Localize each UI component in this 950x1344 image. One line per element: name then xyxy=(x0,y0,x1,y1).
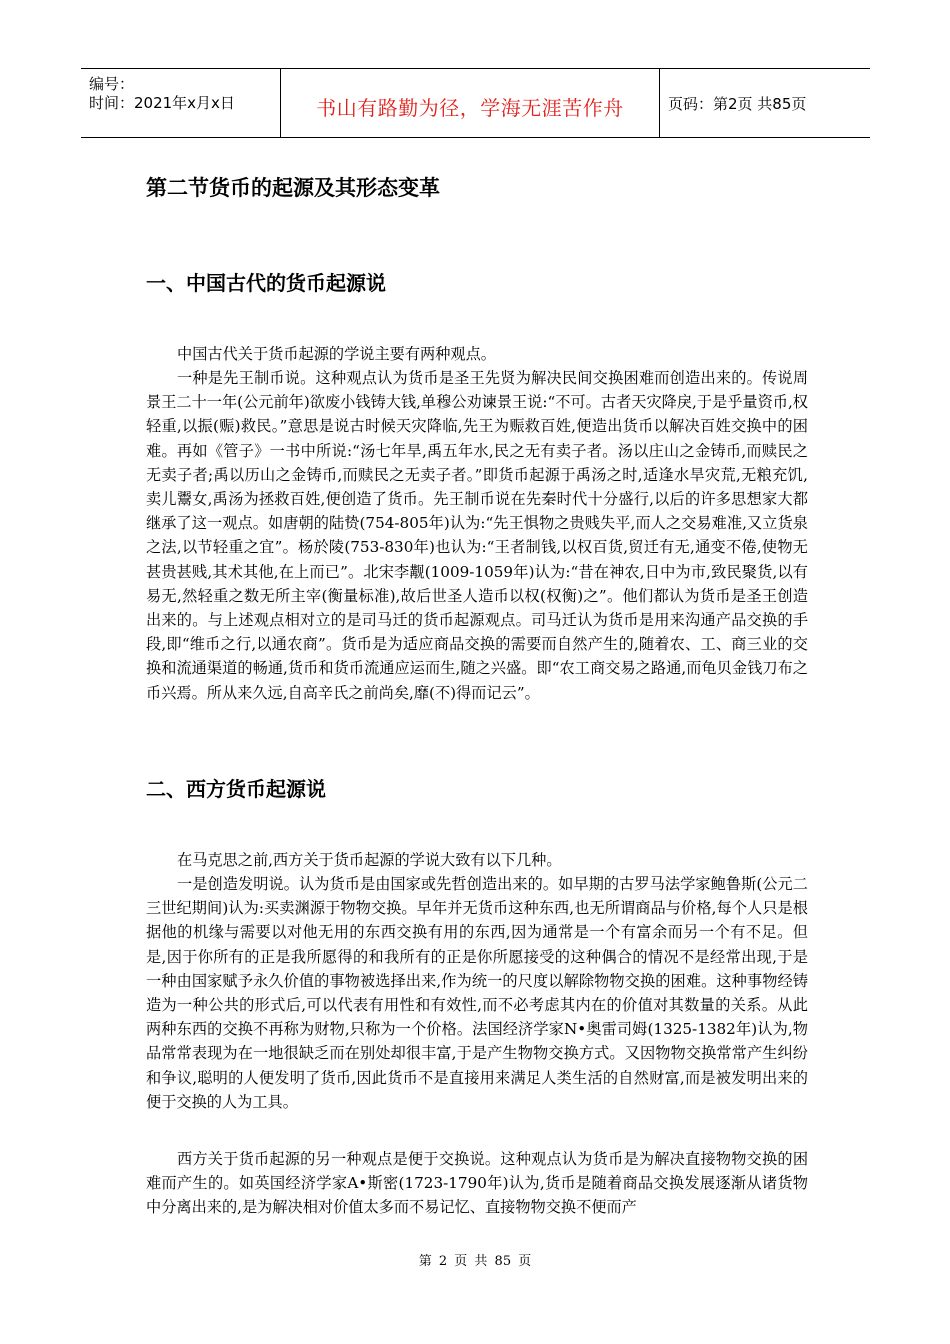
paragraph: 一是创造发明说。认为货币是由国家或先哲创造出来的。如早期的古罗马法学家鲍鲁斯(公元二三世纪期间)认为:买卖渊源于物物交换。早年并无货币这种东西,也无所谓商品与价格,每个人只是根据他的机缘与需要以对他无用的东西交换有用的东西,因为通常是一个有富余而另一个有不足。但是,因于你所有的正是我所愿得的和我所有的正是你所愿接受的这种偶合的情况不是经常出现,于是一种由国家赋予永久价值的事物被选择出来,作为统一的尺度以解除物物交换的困难。这种事物经铸造为一种公共的形式后,可以代表有用性和有效性,而不必考虑其内在的价值对其数量的关系。从此两种东西的交换不再称为财物,只称为一个价格。法国经济学家N•奥雷司姆(1325-1382年)认为,物品常常表现为在一地很缺乏而在别处却很丰富,于是产生物物交换方式。又因物物交换常常产生纠纷和争议,聪明的人便发明了货币,因此货币不是直接用来满足人类生活的自然财富,而是被发明出来的便于交换的人为工具。 xyxy=(146,875,808,1111)
header-motto: 书山有路勤为径，学海无涯苦作舟 xyxy=(316,96,624,120)
paragraph: 一种是先王制币说。这种观点认为货币是圣王先贤为解决民间交换困难而创造出来的。传说周景王二十一年(公元前年)欲废小钱铸大钱,单穆公劝谏景王说:“不可。古者天灾降戾,于是乎量资币,权轻重,以振(赈)救民。”意思是说古时候天灾降临,先王为赈救百姓,便造出货币以解决百姓交换中的困难。再如《管子》一书中所说:“汤七年旱,禹五年水,民之无有卖子者。汤以庄山之金铸币,而赎民之无卖子者;禹以历山之金铸币,而赎民之无卖子者。”即货币起源于禹汤之时,适逢水旱灾荒,无粮充饥,卖儿鬻女,禹汤为拯救百姓,便创造了货币。先王制币说在先秦时代十分盛行,以后的许多思想家大都继承了这一观点。如唐朝的陆贽(754-805年)认为:“先王惧物之贵贱失平,而人之交易难准,又立货泉之法,以节轻重之宜”。杨於陵(753-830年)也认为:“王者制钱,以权百货,贸迁有无,通变不倦,使物无甚贵甚贱,其术其他,在上而已”。北宋李觏(1009-1059年)认为:“昔在神农,日中为市,致民聚货,以有易无,然轻重之数无所主宰(衡量标准),故后世圣人造币以权(权衡)之”。他们都认为货币是圣王创造出来的。与上述观点相对立的是司马迁的货币起源观点。司马迁认为货币是用来沟通产品交换的手段,即“维币之行,以通农商”。货币是为适应商品交换的需要而自然产生的,随着农、工、商三业的交换和流通渠道的畅通,货币和货币流通应运而生,随之兴盛。即“农工商交易之路通,而龟贝金钱刀布之币兴焉。所从来久远,自高辛氏之前尚矣,靡(不)得而记云”。 xyxy=(146,369,808,702)
paragraph: 西方关于货币起源的另一种观点是便于交换说。这种观点认为货币是为解决直接物物交换的困难而产生的。如英国经济学家A•斯密(1723-1790年)认为,货币是随着商品交换发展逐渐从诸货物中分离出来的,是为解决相对价值太多而不易记忆、直接物物交换不便而产 xyxy=(146,1150,808,1217)
paragraph: 中国古代关于货币起源的学说主要有两种观点。 xyxy=(177,345,496,363)
section-heading-1: 一、中国古代的货币起源说 xyxy=(146,271,386,295)
page-title: 第二节货币的起源及其形态变革 xyxy=(146,176,440,200)
document-date-label: 时间：2021年x月x日 xyxy=(89,94,235,112)
document-number-label: 编号： xyxy=(89,75,135,93)
paragraph: 在马克思之前,西方关于货币起源的学说大致有以下几种。 xyxy=(177,851,562,869)
section-heading-2: 二、西方货币起源说 xyxy=(146,777,326,801)
header-left-cell xyxy=(81,69,281,137)
header-page-info: 页码：第2页 共85页 xyxy=(668,95,807,113)
header-table xyxy=(81,68,870,138)
header-right-cell xyxy=(660,69,870,137)
header-middle-cell xyxy=(281,69,660,137)
page-footer: 第 2 页 共 85 页 xyxy=(418,1254,532,1269)
